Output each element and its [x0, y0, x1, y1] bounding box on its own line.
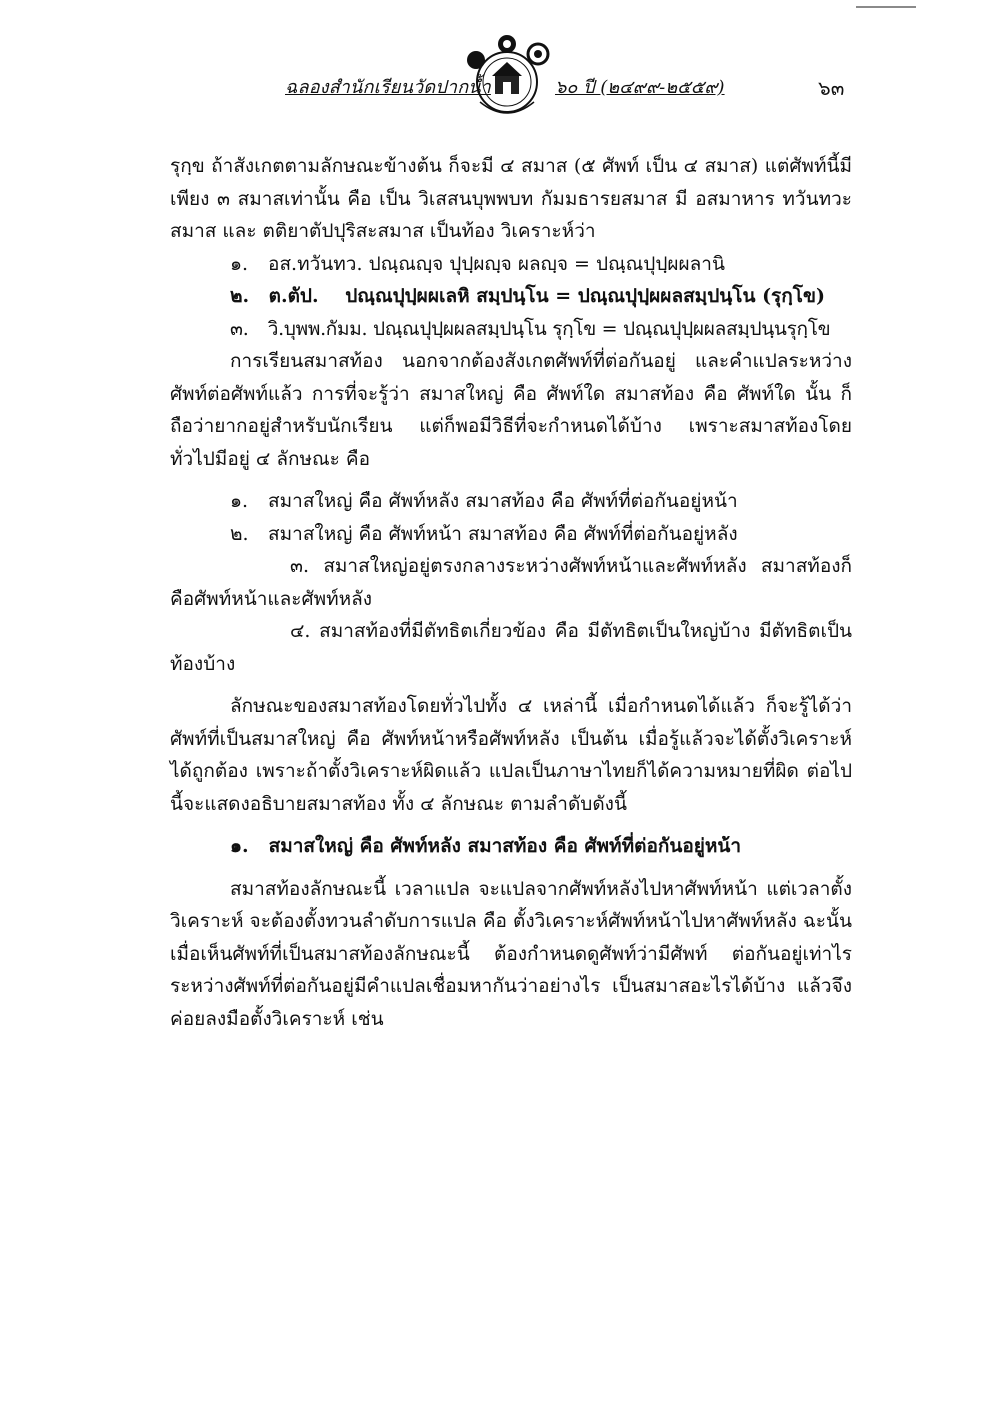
analysis-label: ต.ตัป.: [268, 285, 319, 307]
analysis-number: ๑.: [230, 252, 249, 275]
type-number: ๒.: [230, 522, 249, 545]
header-title: ฉลองสำนักเรียนวัดปากน้ำ: [285, 77, 491, 98]
analysis-number: ๒.: [230, 285, 250, 307]
section-heading: [170, 830, 852, 863]
paragraph-2: การเรียนสมาสท้อง นอกจากต้องสังเกตศัพท์ที่ต่อกันอยู่ และคำแปลระหว่างศัพท์ต่อศัพท์แล้ว การที่จะรู้ว่า สมาสใหญ่ คือ ศัพท์ใด สมาสท้อง คือ ศัพท์ใด นั้น ก็ถือว่ายากอยู่สำหรับนักเรียน แต่ก็พอมีวิธีที่จะกำหนดได้บ้าง เพราะสมาสท้องโดยทั่วไปมีอยู่ ๔ ลักษณะ คือ: [170, 350, 852, 470]
analysis-item: [170, 248, 852, 281]
type-number: ๓.: [290, 555, 310, 577]
type-number: ๑.: [230, 490, 249, 512]
type-item: [170, 550, 852, 615]
header-subtitle: ๖๐ ปี (๒๔๙๙-๒๕๕๙): [555, 77, 725, 98]
type-number: ๔.: [290, 620, 311, 642]
analysis-item: [170, 280, 852, 313]
analysis-label: วิ.บุพพ.กัมม.: [267, 317, 368, 340]
spacer: [170, 680, 852, 690]
page-number: ๖๓: [818, 76, 845, 100]
paragraph-3: ลักษณะของสมาสท้องโดยทั่วไปทั้ง ๔ เหล่านี้ เมื่อกำหนดได้แล้ว ก็จะรู้ได้ว่าศัพท์ที่เป็นสมาสใหญ่ คือ ศัพท์หน้าหรือศัพท์หลัง เป็นต้น เมื่อรู้แล้วจะได้ตั้งวิเคราะห์ได้ถูกต้อง เพราะถ้าตั้งวิเคราะห์ผิดแล้ว แปลเป็นภาษาไทยก็ได้ความหมายที่ผิด ต่อไปนี้จะแสดงอธิบายสมาสท้อง ทั้ง ๔ ลักษณะ ตามลำดับดังนี้: [170, 695, 852, 815]
analysis-number: ๓.: [230, 317, 249, 340]
type-text: สมาสใหญ่ คือ ศัพท์หน้า สมาสท้อง คือ ศัพท์ที่ต่อกันอยู่หลัง: [268, 522, 738, 545]
type-item: [170, 615, 852, 680]
temple-emblem-icon: [462, 32, 552, 122]
section-number: ๑.: [230, 835, 249, 857]
spacer: [170, 820, 852, 830]
page-header: [0, 32, 1000, 142]
intro-paragraph: รุกฺข ถ้าสังเกตตามลักษณะข้างต้น ก็จะมี ๔ สมาส (๕ ศัพท์ เป็น ๔ สมาส) แต่ศัพท์นี้มีเพียง ๓ สมาสเท่านั้น คือ เป็น วิเสสนบุพพบท กัมมธารยสมาส มี อสมาหาร ทวันทวะสมาส และ ตติยาตัปปุริสะสมาส เป็นท้อง วิเคราะห์ว่า: [170, 155, 852, 242]
page-body: [170, 150, 852, 1035]
analysis-item: [170, 313, 852, 346]
paragraph-4: สมาสท้องลักษณะนี้ เวลาแปล จะแปลจากศัพท์หลังไปหาศัพท์หน้า แต่เวลาตั้งวิเคราะห์ จะต้องตั้งทวนลำดับการแปล คือ ตั้งวิเคราะห์ศัพท์หน้าไปหาศัพท์หลัง ฉะนั้น เมื่อเห็นศัพท์ที่เป็นสมาสท้องลักษณะนี้ ต้องกำหนดดูศัพท์ว่ามีศัพท์ ต่อกันอยู่เท่าไร ระหว่างศัพท์ที่ต่อกันอยู่มีคำแปลเชื่อมหากันว่าอย่างไร เป็นสมาสอะไรได้บ้าง แล้วจึงค่อยลงมือตั้งวิเคราะห์ เช่น: [170, 877, 852, 1030]
type-item: [170, 518, 852, 551]
type-item: [170, 485, 852, 518]
analysis-text: ปณฺณปุปฺผผเลหิ สมฺปนฺโน = ปณฺณปุปฺผผลสมฺปนฺโน (รุกฺโข): [345, 285, 825, 307]
spacer: [170, 475, 852, 485]
section-heading-text: สมาสใหญ่ คือ ศัพท์หลัง สมาสท้อง คือ ศัพท์ที่ต่อกันอยู่หน้า: [268, 835, 742, 857]
analysis-text: ปณฺณญฺจ ปุปฺผญฺจ ผลญฺจ = ปณฺณปุปฺผผลานิ: [368, 252, 725, 275]
analysis-text: ปณฺณปุปฺผผลสมฺปนฺโน รุกฺโข = ปณฺณปุปฺผผลสมฺปนฺนรุกฺโข: [372, 317, 831, 340]
spacer: [170, 863, 852, 873]
type-text: สมาสใหญ่ คือ ศัพท์หลัง สมาสท้อง คือ ศัพท์ที่ต่อกันอยู่หน้า: [268, 490, 738, 512]
type-text: สมาสท้องที่มีตัทธิตเกี่ยวข้อง คือ มีตัทธิตเป็นใหญ่บ้าง มีตัทธิตเป็นท้องบ้าง: [170, 620, 852, 675]
analysis-label: อส.ทวันทว.: [268, 252, 363, 275]
type-text: สมาสใหญ่อยู่ตรงกลางระหว่างศัพท์หน้าและศัพท์หลัง สมาสท้องก็คือศัพท์หน้าและศัพท์หลัง: [170, 555, 853, 610]
corner-mark: [856, 0, 916, 8]
